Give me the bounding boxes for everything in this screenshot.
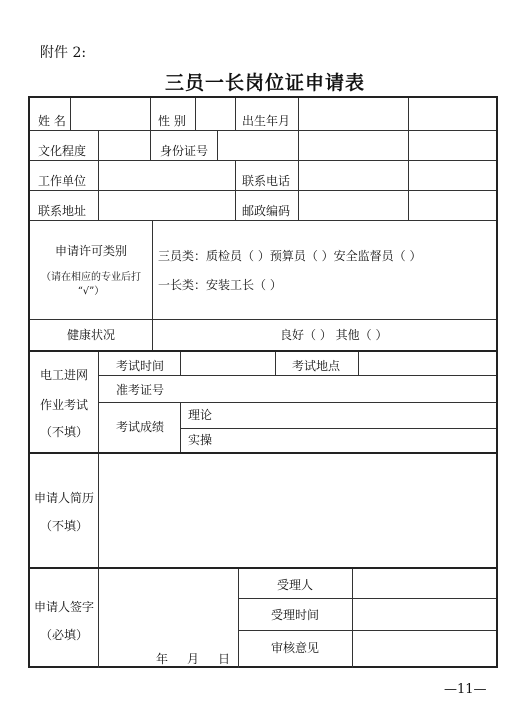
name-label: 姓 名 bbox=[38, 114, 66, 128]
postcode-label: 邮政编码 bbox=[242, 204, 291, 218]
health-options: 良好（ ） 其他（ ） bbox=[280, 328, 388, 342]
gender-label: 性 别 bbox=[158, 114, 186, 128]
resume-label: 申请人简历 bbox=[33, 491, 95, 505]
col-divider bbox=[358, 352, 359, 375]
form-title: 三员一长岗位证申请表 bbox=[164, 72, 365, 94]
col-divider bbox=[217, 130, 218, 160]
category-hint: “√”） bbox=[77, 286, 105, 297]
address-label: 联系地址 bbox=[38, 204, 87, 218]
col-divider bbox=[235, 160, 236, 220]
exam-score-label: 考试成绩 bbox=[116, 420, 165, 434]
col-divider bbox=[98, 454, 99, 567]
id-number-label: 身份证号 bbox=[160, 144, 209, 158]
workplace-label: 工作单位 bbox=[38, 174, 87, 188]
category-label: 申请许可类别 bbox=[54, 244, 128, 258]
review-opinion-label: 审核意见 bbox=[270, 641, 320, 655]
health-label: 健康状况 bbox=[66, 328, 116, 342]
col-divider bbox=[98, 569, 99, 668]
attachment-label: 附件 2: bbox=[40, 45, 87, 61]
col-divider bbox=[98, 160, 99, 220]
row-divider bbox=[30, 220, 496, 221]
col-divider bbox=[298, 98, 299, 220]
exam-section-label: 作业考试 bbox=[39, 398, 89, 412]
row-divider bbox=[98, 375, 496, 376]
col-divider bbox=[408, 98, 409, 220]
col-divider bbox=[150, 98, 151, 130]
application-form bbox=[28, 96, 498, 668]
col-divider bbox=[70, 98, 71, 130]
row-divider bbox=[30, 130, 496, 131]
col-divider bbox=[180, 352, 181, 375]
signature-note: （必填） bbox=[39, 628, 89, 642]
section-divider bbox=[30, 350, 496, 352]
practice-score-label: 实操 bbox=[188, 433, 213, 447]
category-option-foreman: 一长类：安装工长（ ） bbox=[158, 278, 282, 292]
col-divider bbox=[275, 352, 276, 375]
section-divider bbox=[30, 452, 496, 454]
date-year: 年 bbox=[156, 652, 169, 666]
row-divider bbox=[180, 428, 496, 429]
col-divider bbox=[195, 98, 196, 130]
birth-label: 出生年月 bbox=[242, 114, 291, 128]
date-month: 月 bbox=[187, 652, 200, 666]
admission-number-label: 准考证号 bbox=[116, 383, 165, 397]
row-divider bbox=[238, 630, 496, 631]
exam-section-label: 电工进网 bbox=[39, 368, 89, 382]
col-divider bbox=[352, 569, 353, 668]
row-divider bbox=[30, 160, 496, 161]
exam-section-note: （不填） bbox=[39, 425, 89, 439]
section-divider bbox=[30, 567, 496, 569]
col-divider bbox=[150, 130, 151, 160]
date-day: 日 bbox=[218, 652, 231, 666]
row-divider bbox=[30, 190, 496, 191]
col-divider bbox=[152, 220, 153, 350]
education-label: 文化程度 bbox=[38, 144, 87, 158]
signature-label: 申请人签字 bbox=[33, 600, 95, 614]
page-number: —11— bbox=[444, 682, 487, 697]
exam-time-label: 考试时间 bbox=[116, 359, 165, 373]
receiver-label: 受理人 bbox=[276, 578, 314, 592]
receive-time-label: 受理时间 bbox=[270, 608, 320, 622]
col-divider bbox=[238, 569, 239, 668]
theory-score-label: 理论 bbox=[188, 408, 213, 422]
row-divider bbox=[98, 402, 496, 403]
category-option-three-roles: 三员类：质检员（ ）预算员（ ）安全监督员（ ） bbox=[158, 249, 422, 263]
exam-place-label: 考试地点 bbox=[292, 359, 341, 373]
row-divider bbox=[30, 319, 496, 320]
col-divider bbox=[98, 130, 99, 160]
col-divider bbox=[98, 352, 99, 452]
col-divider bbox=[180, 402, 181, 452]
category-hint: （请在相应的专业后打 bbox=[41, 272, 141, 283]
row-divider bbox=[238, 598, 496, 599]
col-divider bbox=[235, 98, 236, 130]
resume-note: （不填） bbox=[39, 519, 89, 533]
phone-label: 联系电话 bbox=[242, 174, 291, 188]
